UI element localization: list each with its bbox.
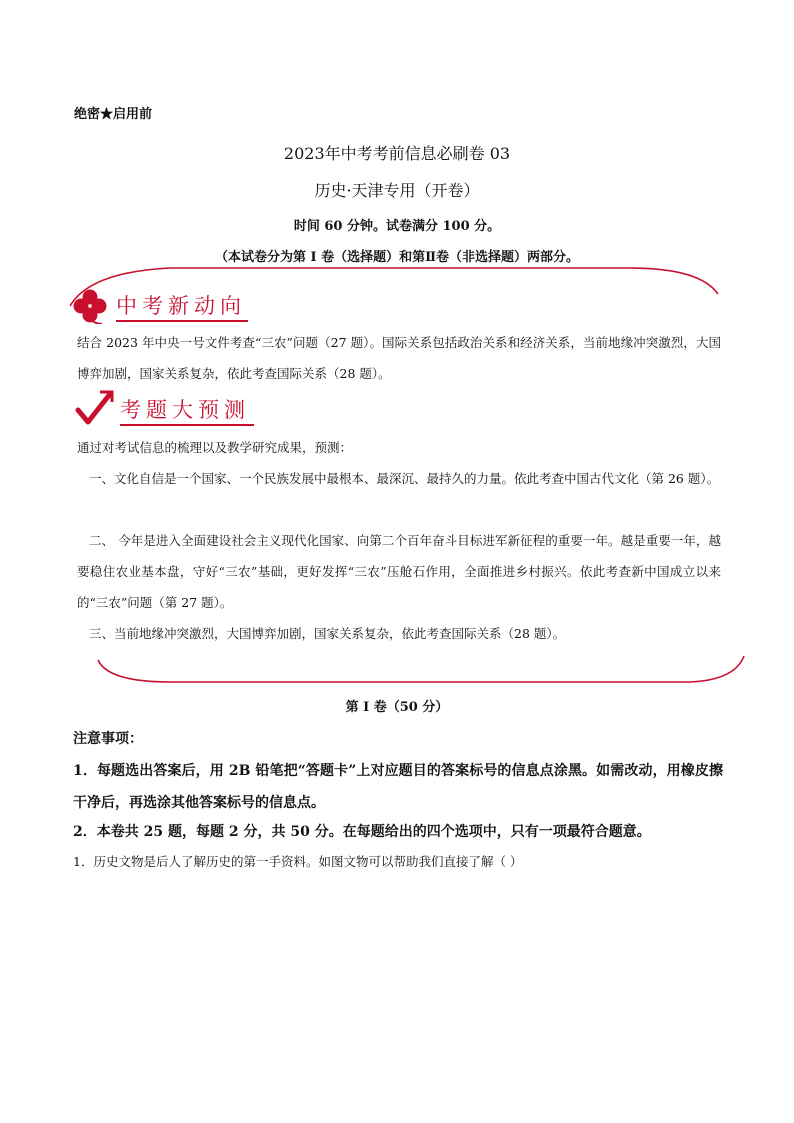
trends-heading-text: 中考新动向 xyxy=(116,294,246,318)
prediction-item: 三、当前地缘冲突激烈，大国博弈加剧，国家关系复杂，依此考查国际关系（28 题）。 xyxy=(89,626,566,641)
exam-title: 2023年中考考前信息必刷卷 03 xyxy=(283,144,511,163)
prediction-item: 一、文化自信是一个国家、一个民族发展中最根本、最深沉、最持久的力量。依此考查中国古代文化（第 26 题）。 xyxy=(89,471,720,486)
note-item: 1．每题选出答案后，用 2B 铅笔把“答题卡”上对应题目的答案标号的信息点涂黑。如需改动，用橡皮擦干净后，再选涂其他答案标号的信息点。 xyxy=(73,763,723,811)
note-item: 2．本卷共 25 题，每题 2 分，共 50 分。在每题给出的四个选项中，只有一项最符合题意。 xyxy=(73,824,651,840)
confidential-label: 绝密★启用前 xyxy=(74,107,153,122)
section-title: 第 I 卷（50 分） xyxy=(345,700,449,715)
parts-info: （本试卷分为第 I 卷（选择题）和第Ⅱ卷（非选择题）两部分。 xyxy=(214,250,580,265)
exam-subtitle: 历史·天津专用（开卷） xyxy=(314,181,480,200)
time-info: 时间 60 分钟。试卷满分 100 分。 xyxy=(293,219,501,234)
predictions-intro: 通过对考试信息的梳理以及教学研究成果，预测： xyxy=(77,440,353,455)
notes-label: 注意事项： xyxy=(73,731,143,747)
prediction-item: 二、 今年是进入全面建设社会主义现代化国家、向第二个百年奋斗目标进军新征程的重要一年。越是重要一年，越要稳住农业基本盘，守好“三农”基础，更好发挥“三农”压舱石作用，全面推进乡村振兴。依此考查新中国成立以来的“三农”问题（第 27 题）。 xyxy=(77,533,721,610)
clover-icon xyxy=(72,288,108,324)
trends-heading-underline xyxy=(116,320,248,322)
question-1: 1．历史文物是后人了解历史的第一手资料。如图文物可以帮助我们直接了解（ ） xyxy=(73,854,523,869)
trends-paragraph: 结合 2023 年中央一号文件考查“三农”问题（27 题）。国际关系包括政治关系和经济关系，当前地缘冲突激烈，大国博弈加剧，国家关系复杂，依此考查国际关系（28 题）。 xyxy=(77,335,721,381)
predictions-heading-text: 考题大预测 xyxy=(120,398,250,422)
checkmark-icon xyxy=(74,390,114,426)
predictions-heading-underline xyxy=(120,424,254,426)
